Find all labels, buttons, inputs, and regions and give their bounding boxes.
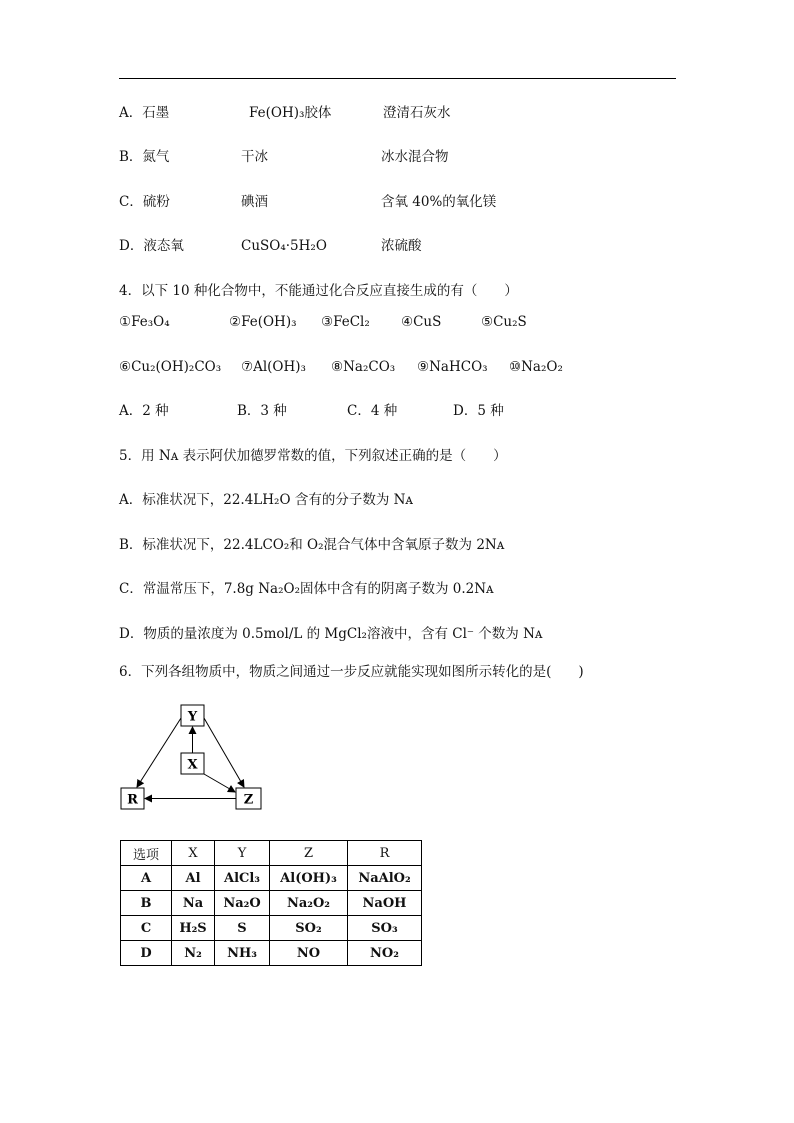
q3-c-col3: 含氧 40%的氧化镁	[381, 194, 497, 210]
q4-choice-d: D．5 种	[453, 403, 504, 419]
q3-a-col2: Fe(OH)₃胶体	[249, 105, 332, 121]
table-cell: N₂	[172, 941, 215, 966]
table-cell: Al	[172, 866, 215, 891]
q4-item-1: ①Fe₃O₄	[119, 314, 170, 330]
q4-item-7: ⑦Al(OH)₃	[241, 359, 306, 375]
table-cell: NH₃	[215, 941, 270, 966]
label-z: Z	[243, 792, 254, 808]
arrow-x-to-z	[204, 774, 235, 792]
table-row	[121, 866, 422, 891]
q4-stem: 4．以下 10 种化合物中，不能通过化合反应直接生成的有（ ）	[119, 283, 518, 299]
table-cell: B	[121, 891, 172, 916]
q3-a-col3: 澄清石灰水	[383, 105, 451, 121]
q5-option-a: A．标准状况下，22.4LH₂O 含有的分子数为 Nᴀ	[119, 492, 414, 508]
q6-stem: 6．下列各组物质中，物质之间通过一步反应就能实现如图所示转化的是( )	[119, 664, 584, 680]
label-r: R	[127, 792, 138, 808]
conversion-diagram	[118, 700, 268, 815]
q6-options-table	[120, 840, 422, 966]
label-x: X	[187, 757, 198, 773]
arrow-y-to-r	[137, 718, 181, 787]
table-cell: Na	[172, 891, 215, 916]
q4-choice-c: C．4 种	[347, 403, 398, 419]
q3-c-col2: 碘酒	[241, 194, 268, 210]
q3-d-label: D．液态氧	[119, 238, 184, 254]
q4-item-10: ⑩Na₂O₂	[509, 359, 563, 375]
table-cell: AlCl₃	[215, 866, 270, 891]
q5-option-c: C．常温常压下，7.8g Na₂O₂固体中含有的阴离子数为 0.2Nᴀ	[119, 581, 494, 597]
table-cell: A	[121, 866, 172, 891]
table-cell: NaAlO₂	[348, 866, 422, 891]
label-y: Y	[187, 709, 198, 725]
table-cell: NaOH	[348, 891, 422, 916]
table-cell: SO₂	[270, 916, 348, 941]
q4-item-9: ⑨NaHCO₃	[417, 359, 488, 375]
q4-item-8: ⑧Na₂CO₃	[331, 359, 396, 375]
q4-choice-b: B．3 种	[237, 403, 287, 419]
table-row	[121, 941, 422, 966]
arrow-y-to-z	[204, 718, 244, 787]
table-cell: SO₃	[348, 916, 422, 941]
q4-item-2: ②Fe(OH)₃	[229, 314, 297, 330]
table-row	[121, 916, 422, 941]
table-header: Z	[270, 841, 348, 866]
q5-stem: 5．用 Nᴀ 表示阿伏加德罗常数的值，下列叙述正确的是（ ）	[119, 448, 507, 464]
table-cell: D	[121, 941, 172, 966]
q3-b-col2: 干冰	[241, 149, 268, 165]
q4-item-6: ⑥Cu₂(OH)₂CO₃	[119, 359, 222, 375]
table-cell: S	[215, 916, 270, 941]
q5-option-d: D．物质的量浓度为 0.5mol/L 的 MgCl₂溶液中，含有 Cl⁻ 个数为 Nᴀ	[119, 626, 543, 642]
q5-option-b: B．标准状况下，22.4LCO₂和 O₂混合气体中含氧原子数为 2Nᴀ	[119, 537, 505, 553]
table-cell: C	[121, 916, 172, 941]
conversion-diagram-svg	[118, 700, 268, 815]
table-header-row	[121, 841, 422, 866]
q3-d-col2: CuSO₄·5H₂O	[241, 238, 327, 254]
q4-item-5: ⑤Cu₂S	[481, 314, 527, 330]
table-row	[121, 891, 422, 916]
table-header: Y	[215, 841, 270, 866]
q3-a-label: A．石墨	[119, 105, 170, 121]
table-cell: Al(OH)₃	[270, 866, 348, 891]
q4-item-3: ③FeCl₂	[321, 314, 370, 330]
q3-c-label: C．硫粉	[119, 194, 170, 210]
table-cell: Na₂O	[215, 891, 270, 916]
table-header: R	[348, 841, 422, 866]
q4-choice-a: A．2 种	[119, 403, 169, 419]
table-cell: Na₂O₂	[270, 891, 348, 916]
q3-b-label: B．氮气	[119, 149, 170, 165]
header-rule	[119, 78, 676, 79]
table-cell: NO₂	[348, 941, 422, 966]
table-header: X	[172, 841, 215, 866]
q3-d-col3: 浓硫酸	[381, 238, 422, 254]
q4-item-4: ④CuS	[401, 314, 442, 330]
table-cell: NO	[270, 941, 348, 966]
table-header: 选项	[121, 841, 172, 866]
q3-b-col3: 冰水混合物	[381, 149, 449, 165]
table-cell: H₂S	[172, 916, 215, 941]
